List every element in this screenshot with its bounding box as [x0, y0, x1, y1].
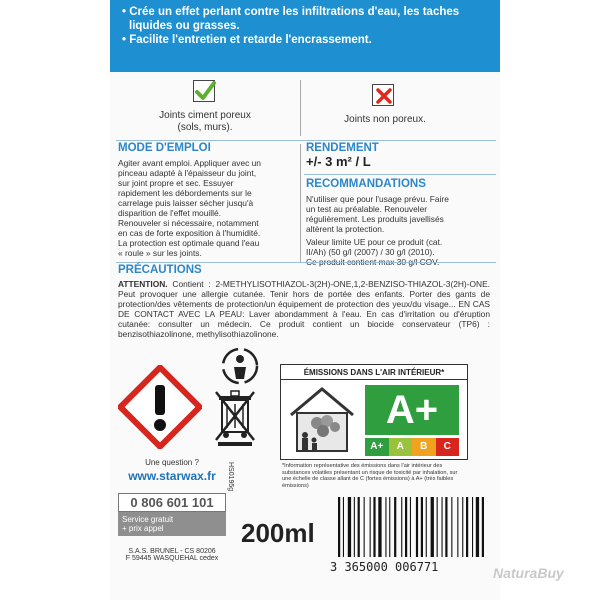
benefits-banner	[110, 0, 500, 72]
benefit-line: • Crée un effet perlant contre les infiltrations d'eau, les taches	[122, 6, 460, 18]
text-line: un test au préalable. Renouveler	[306, 204, 428, 214]
text-line: carrelage puis laisser sécher jusqu'à	[118, 198, 254, 208]
recommandations-text	[306, 194, 492, 267]
service-line: + prix appel	[122, 524, 164, 533]
precautions-text	[118, 279, 490, 339]
column-divider	[300, 80, 301, 136]
barcode-bar	[445, 497, 447, 557]
unsuitable-label: Joints non poreux.	[344, 114, 426, 125]
company-name: S.A.S. BRUNEL - CS 80206	[128, 548, 216, 555]
barcode-bar	[385, 497, 386, 557]
barcode-bar	[462, 497, 463, 557]
indoor-emissions-label	[280, 364, 468, 460]
barcode-bar	[426, 497, 427, 557]
barcode-bar	[358, 497, 360, 557]
barcode-digits: 3 365000 006771	[330, 560, 439, 574]
benefit-line: liquides ou grasses.	[129, 20, 240, 32]
barcode-bar	[389, 497, 390, 557]
benefit-line: • Facilite l'entretien et retarde l'encrassement.	[122, 34, 372, 46]
green-check-icon	[193, 80, 215, 102]
attention-label: ATTENTION.	[118, 279, 168, 289]
text-line: régulièrement. Les produits javellisés	[306, 214, 444, 224]
barcode-bar	[364, 497, 365, 557]
emission-grade-badge	[365, 385, 459, 435]
rendement-heading: RENDEMENT	[306, 142, 379, 154]
barcode-bar	[451, 497, 452, 557]
column-divider	[300, 144, 301, 262]
barcode-bar	[405, 497, 407, 557]
website-link[interactable]: www.starwax.fr	[128, 469, 216, 483]
emissions-footnote: *Information représentative des émissions dans l'air intérieur des substances volatiles présentant un risque de toxicité par inhalation, sur une échelle de classe allant de C (fortes émissions) à A+ (très faibles émissions)	[282, 463, 458, 489]
red-cross-icon	[372, 84, 394, 106]
text-line: sur joint propre et sec. Essuyer	[118, 178, 234, 188]
contact-block	[118, 458, 226, 562]
suitable-label	[140, 110, 270, 134]
section-divider	[304, 174, 496, 175]
barcode-bar	[476, 497, 479, 557]
question-label: Une question ?	[145, 458, 199, 467]
text-line: Ce produit contient max 30 g/l COV.	[306, 257, 440, 267]
barcode-bar	[442, 497, 443, 557]
barcode-bar	[394, 497, 396, 557]
recommandations-heading: RECOMMANDATIONS	[306, 178, 426, 190]
service-line: Service gratuit	[122, 515, 174, 524]
barcode-bar	[431, 497, 434, 557]
text-line: altèrent la protection.	[306, 224, 385, 234]
barcode-bar	[416, 497, 418, 557]
scale-step: A+	[365, 438, 389, 456]
company-address: F 59445 WASQUEHAL cedex	[125, 555, 219, 562]
barcode-bar	[472, 497, 473, 557]
watermark-logo: NaturaBuy	[493, 565, 564, 581]
emission-scale	[365, 438, 459, 456]
section-divider	[116, 262, 496, 263]
text-line: Valeur limite UE pour ce produit (cat.	[306, 237, 443, 247]
text-line: pinceau adapté à l'épaisseur du joint,	[118, 168, 257, 178]
section-divider	[116, 140, 496, 141]
barcode-bar	[373, 497, 375, 557]
scale-step: A	[389, 438, 413, 456]
barcode-bar	[482, 497, 484, 557]
crossed-bin-icon	[212, 388, 258, 448]
barcode-bar	[401, 497, 402, 557]
mode-emploi-heading: MODE D'EMPLOI	[118, 142, 211, 154]
text-line: « roule » sur les joints.	[118, 248, 202, 258]
batch-code: HS0195g	[227, 462, 234, 492]
text-line: rapidement les débordements sur le	[118, 188, 252, 198]
barcode-bar	[457, 497, 458, 557]
text-line: en cas de forte exposition à l'humidité.	[118, 228, 261, 238]
text-line: Agiter avant emploi. Appliquer avec un	[118, 158, 261, 168]
barcode-bar	[370, 497, 371, 557]
barcode-bar	[378, 497, 381, 557]
scale-step: B	[412, 438, 436, 456]
barcode-bar	[466, 497, 468, 557]
barcode-bar	[421, 497, 423, 557]
text-line: N'utiliser que pour l'usage prévu. Faire	[306, 194, 449, 204]
barcode-bar	[354, 497, 355, 557]
rendement-value: +/- 3 m² / L	[306, 154, 371, 169]
barcode-bar	[338, 497, 340, 557]
product-volume: 200ml	[241, 518, 315, 548]
emissions-title: ÉMISSIONS DANS L'AIR INTÉRIEUR*	[281, 365, 467, 380]
suitable-label-line: Joints ciment poreux	[159, 110, 251, 121]
mode-emploi-text	[118, 158, 294, 258]
recycling-triman-icon	[220, 345, 260, 387]
text-line: disparition de l'effet mouillé.	[118, 208, 221, 218]
barcode-bar	[437, 497, 438, 557]
barcode-bar	[343, 497, 344, 557]
ghs-exclamation-icon	[118, 365, 202, 449]
service-badge	[118, 512, 226, 536]
precautions-body: Contient : 2-METHYLISOTHIAZOL-3(2H)-ONE,1,2-BENZISO-THIAZOL-3(2H)-ONE. Peut provoquer une allergie cutanée. Tenir hors de portée des enfants. Porter des gants de protection/des vêtements de protection/un équipement de protection des yeux/du visage... EN CAS DE CONTACT AVEC LA PEAU: Laver abondamment à l'eau. En cas d'irritation ou d'éruption cutanée: consulter un médecin. Ce produit contient un biocide conservateur (TP6) : benzisothiazolinone, methylisothiazolinone.	[118, 279, 490, 339]
barcode-bar	[348, 497, 351, 557]
scale-step: C	[436, 438, 460, 456]
emission-grade: A+	[385, 388, 439, 432]
phone-number[interactable]: 0 806 601 101	[118, 493, 226, 512]
text-line: II/Ah) (50 g/l (2007) / 30 g/l (2010).	[306, 247, 435, 257]
precautions-heading: PRÉCAUTIONS	[118, 264, 202, 276]
barcode-bar	[410, 497, 411, 557]
suitable-label-line: (sols, murs).	[177, 122, 233, 133]
house-icon	[287, 385, 357, 453]
text-line: Renouveler si nécessaire, notamment	[118, 218, 259, 228]
text-line: La protection est optimale quand l'eau	[118, 238, 260, 248]
